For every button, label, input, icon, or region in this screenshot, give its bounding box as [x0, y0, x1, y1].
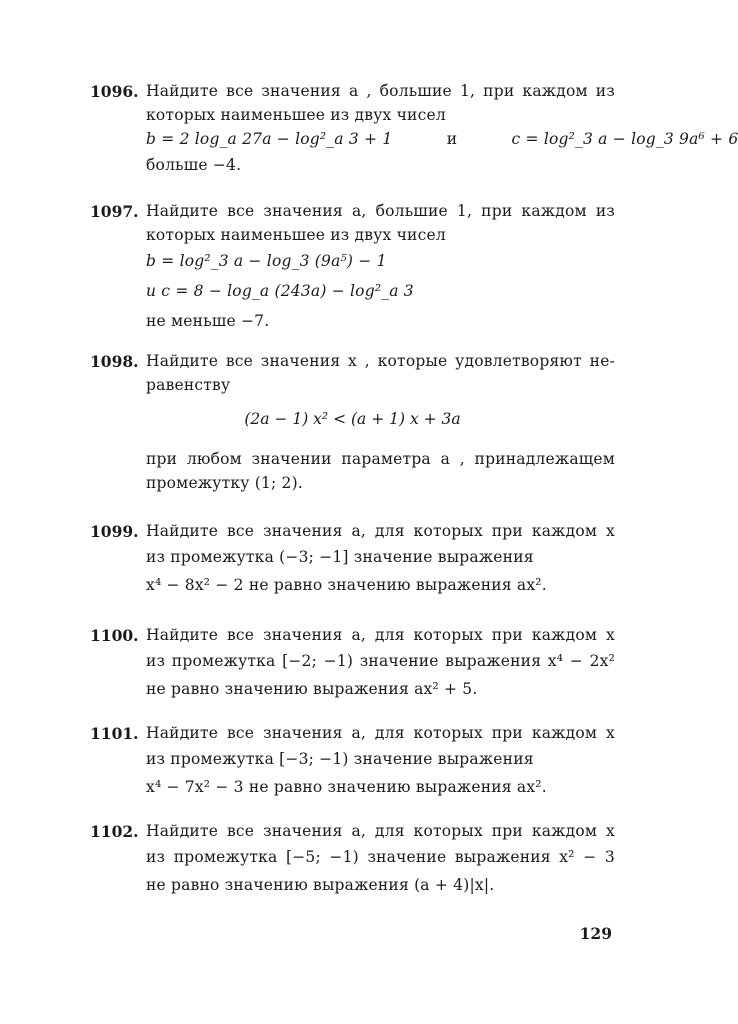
problem-text-line: Найдите все значения a , большие 1, при каждом из: [146, 82, 615, 100]
problem-number: 1098.: [90, 352, 139, 371]
problem-text-line: не равно значению выражения (a + 4)|x|.: [146, 876, 495, 894]
problem-text-line: равенству: [146, 376, 231, 394]
problem-number: 1096.: [90, 82, 139, 101]
formula-line: [146, 130, 738, 148]
problem-text-line: Найдите все значения a, большие 1, при каждом из: [146, 202, 615, 220]
problem-text-line: Найдите все значения x , которые удовлетворяют не-: [146, 352, 615, 370]
problem-number: 1101.: [90, 724, 139, 743]
problem-text-line: которых наименьшее из двух чисел: [146, 106, 446, 124]
problem-text-line: при любом значении параметра a , принадлежащем: [146, 450, 615, 468]
problem-text-line: больше −4.: [146, 156, 242, 174]
problem-text-line: которых наименьшее из двух чисел: [146, 226, 446, 244]
problem-text-line: промежутку (1; 2).: [146, 474, 303, 492]
problem-number: 1097.: [90, 202, 139, 221]
formula-c: и c = 8 − log_a (243a) − log²_a 3: [146, 282, 414, 300]
problem-text-line: из промежутка [−5; −1) значение выражения x² − 3: [146, 848, 615, 866]
problem-text-line: не равно значению выражения ax² + 5.: [146, 680, 478, 698]
problem-text-line: из промежутка [−2; −1) значение выражения x⁴ − 2x²: [146, 652, 615, 670]
problem-text-line: Найдите все значения a, для которых при каждом x: [146, 522, 615, 540]
formula-b: b = log²_3 a − log_3 (9a⁵) − 1: [146, 252, 387, 270]
problem-number: 1102.: [90, 822, 139, 841]
problem-text-line: Найдите все значения a, для которых при каждом x: [146, 822, 615, 840]
problem-text-line: из промежутка (−3; −1] значение выражения: [146, 548, 534, 566]
inequality-formula: (2a − 1) x² < (a + 1) x + 3a: [244, 410, 461, 428]
problem-number: 1099.: [90, 522, 139, 541]
formula-b: b = 2 log_a 27a − log²_a 3 + 1: [146, 130, 393, 148]
problem-number: 1100.: [90, 626, 139, 645]
conjunction: и: [446, 130, 458, 148]
formula-c: c = log²_3 a − log_3 9a⁶ + 6: [511, 130, 738, 148]
problem-text-line: x⁴ − 7x² − 3 не равно значению выражения ax².: [146, 778, 547, 796]
problem-text-line: Найдите все значения a, для которых при каждом x: [146, 724, 615, 742]
problem-text-line: не меньше −7.: [146, 312, 270, 330]
problem-text-line: из промежутка [−3; −1) значение выражения: [146, 750, 534, 768]
problem-text-line: x⁴ − 8x² − 2 не равно значению выражения ax².: [146, 576, 547, 594]
page-number: 129: [579, 924, 612, 943]
problem-text-line: Найдите все значения a, для которых при каждом x: [146, 626, 615, 644]
